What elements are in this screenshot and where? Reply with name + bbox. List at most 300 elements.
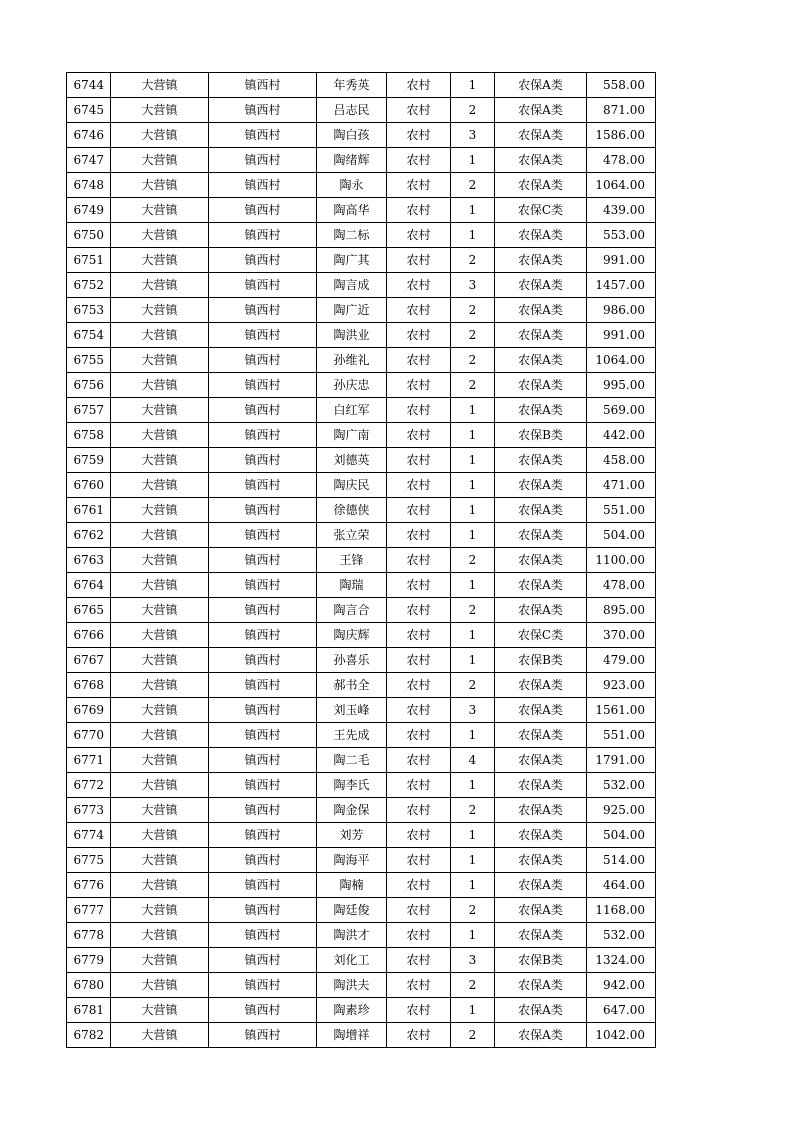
household-count-cell: 1: [451, 823, 495, 848]
record-id-cell: 6760: [67, 473, 111, 498]
village-cell: 镇西村: [209, 348, 317, 373]
amount-cell: 442.00: [587, 423, 656, 448]
amount-cell: 558.00: [587, 73, 656, 98]
record-id-cell: 6749: [67, 198, 111, 223]
record-id-cell: 6780: [67, 973, 111, 998]
category-cell: 农保C类: [495, 198, 587, 223]
name-cell: 陶洪才: [317, 923, 387, 948]
name-cell: 陶李氏: [317, 773, 387, 798]
household-count-cell: 2: [451, 598, 495, 623]
area-type-cell: 农村: [387, 273, 451, 298]
household-count-cell: 1: [451, 73, 495, 98]
town-cell: 大营镇: [111, 448, 209, 473]
town-cell: 大营镇: [111, 348, 209, 373]
area-type-cell: 农村: [387, 198, 451, 223]
table-row: [67, 798, 656, 823]
table-row: [67, 148, 656, 173]
category-cell: 农保A类: [495, 673, 587, 698]
amount-cell: 1791.00: [587, 748, 656, 773]
area-type-cell: 农村: [387, 948, 451, 973]
household-count-cell: 1: [451, 498, 495, 523]
town-cell: 大营镇: [111, 823, 209, 848]
category-cell: 农保B类: [495, 648, 587, 673]
area-type-cell: 农村: [387, 598, 451, 623]
record-id-cell: 6747: [67, 148, 111, 173]
category-cell: 农保A类: [495, 973, 587, 998]
household-count-cell: 1: [451, 423, 495, 448]
town-cell: 大营镇: [111, 473, 209, 498]
table-row: [67, 248, 656, 273]
record-id-cell: 6759: [67, 448, 111, 473]
area-type-cell: 农村: [387, 548, 451, 573]
table-row: [67, 898, 656, 923]
area-type-cell: 农村: [387, 73, 451, 98]
category-cell: 农保A类: [495, 723, 587, 748]
record-id-cell: 6782: [67, 1023, 111, 1048]
name-cell: 孙庆忠: [317, 373, 387, 398]
record-id-cell: 6766: [67, 623, 111, 648]
household-count-cell: 1: [451, 473, 495, 498]
village-cell: 镇西村: [209, 698, 317, 723]
table-row: [67, 473, 656, 498]
name-cell: 陶二毛: [317, 748, 387, 773]
household-count-cell: 1: [451, 873, 495, 898]
amount-cell: 479.00: [587, 648, 656, 673]
village-cell: 镇西村: [209, 898, 317, 923]
name-cell: 孙喜乐: [317, 648, 387, 673]
amount-cell: 1042.00: [587, 1023, 656, 1048]
area-type-cell: 农村: [387, 98, 451, 123]
household-count-cell: 1: [451, 773, 495, 798]
amount-cell: 478.00: [587, 573, 656, 598]
category-cell: 农保A类: [495, 98, 587, 123]
household-count-cell: 2: [451, 373, 495, 398]
village-cell: 镇西村: [209, 748, 317, 773]
village-cell: 镇西村: [209, 223, 317, 248]
record-id-cell: 6772: [67, 773, 111, 798]
amount-cell: 553.00: [587, 223, 656, 248]
category-cell: 农保A类: [495, 823, 587, 848]
amount-cell: 986.00: [587, 298, 656, 323]
record-id-cell: 6773: [67, 798, 111, 823]
category-cell: 农保A类: [495, 523, 587, 548]
town-cell: 大营镇: [111, 1023, 209, 1048]
amount-cell: 504.00: [587, 523, 656, 548]
area-type-cell: 农村: [387, 323, 451, 348]
town-cell: 大营镇: [111, 623, 209, 648]
category-cell: 农保A类: [495, 998, 587, 1023]
table-row: [67, 423, 656, 448]
village-cell: 镇西村: [209, 98, 317, 123]
amount-cell: 439.00: [587, 198, 656, 223]
category-cell: 农保A类: [495, 448, 587, 473]
area-type-cell: 农村: [387, 923, 451, 948]
table-row: [67, 1023, 656, 1048]
area-type-cell: 农村: [387, 573, 451, 598]
amount-cell: 923.00: [587, 673, 656, 698]
area-type-cell: 农村: [387, 248, 451, 273]
amount-cell: 551.00: [587, 723, 656, 748]
table-row: [67, 773, 656, 798]
table-row: [67, 698, 656, 723]
record-id-cell: 6757: [67, 398, 111, 423]
category-cell: 农保A类: [495, 348, 587, 373]
village-cell: 镇西村: [209, 548, 317, 573]
town-cell: 大营镇: [111, 198, 209, 223]
name-cell: 王锋: [317, 548, 387, 573]
amount-cell: 551.00: [587, 498, 656, 523]
name-cell: 陶素珍: [317, 998, 387, 1023]
record-id-cell: 6751: [67, 248, 111, 273]
town-cell: 大营镇: [111, 773, 209, 798]
household-count-cell: 1: [451, 448, 495, 473]
amount-cell: 532.00: [587, 773, 656, 798]
name-cell: 陶广其: [317, 248, 387, 273]
town-cell: 大营镇: [111, 373, 209, 398]
table-row: [67, 323, 656, 348]
village-cell: 镇西村: [209, 173, 317, 198]
household-count-cell: 2: [451, 548, 495, 573]
table-row: [67, 198, 656, 223]
category-cell: 农保A类: [495, 398, 587, 423]
name-cell: 年秀英: [317, 73, 387, 98]
table-row: [67, 823, 656, 848]
household-count-cell: 2: [451, 798, 495, 823]
area-type-cell: 农村: [387, 398, 451, 423]
record-id-cell: 6769: [67, 698, 111, 723]
town-cell: 大营镇: [111, 498, 209, 523]
town-cell: 大营镇: [111, 598, 209, 623]
table-row: [67, 598, 656, 623]
town-cell: 大营镇: [111, 873, 209, 898]
household-count-cell: 2: [451, 98, 495, 123]
record-id-cell: 6765: [67, 598, 111, 623]
household-count-cell: 2: [451, 348, 495, 373]
area-type-cell: 农村: [387, 423, 451, 448]
record-id-cell: 6774: [67, 823, 111, 848]
household-count-cell: 1: [451, 148, 495, 173]
household-count-cell: 1: [451, 923, 495, 948]
household-count-cell: 3: [451, 948, 495, 973]
amount-cell: 925.00: [587, 798, 656, 823]
table-row: [67, 548, 656, 573]
record-id-cell: 6748: [67, 173, 111, 198]
town-cell: 大营镇: [111, 848, 209, 873]
record-id-cell: 6750: [67, 223, 111, 248]
category-cell: 农保A类: [495, 273, 587, 298]
village-cell: 镇西村: [209, 923, 317, 948]
area-type-cell: 农村: [387, 673, 451, 698]
village-cell: 镇西村: [209, 123, 317, 148]
amount-cell: 1168.00: [587, 898, 656, 923]
household-count-cell: 1: [451, 648, 495, 673]
name-cell: 陶楠: [317, 873, 387, 898]
amount-cell: 471.00: [587, 473, 656, 498]
record-id-cell: 6778: [67, 923, 111, 948]
name-cell: 刘芳: [317, 823, 387, 848]
village-cell: 镇西村: [209, 198, 317, 223]
table-row: [67, 523, 656, 548]
category-cell: 农保A类: [495, 498, 587, 523]
name-cell: 陶白孩: [317, 123, 387, 148]
category-cell: 农保A类: [495, 573, 587, 598]
record-id-cell: 6779: [67, 948, 111, 973]
town-cell: 大营镇: [111, 698, 209, 723]
record-id-cell: 6755: [67, 348, 111, 373]
table-row: [67, 973, 656, 998]
table-row: [67, 573, 656, 598]
household-count-cell: 1: [451, 998, 495, 1023]
village-cell: 镇西村: [209, 398, 317, 423]
village-cell: 镇西村: [209, 823, 317, 848]
table-row: [67, 98, 656, 123]
village-cell: 镇西村: [209, 73, 317, 98]
area-type-cell: 农村: [387, 173, 451, 198]
town-cell: 大营镇: [111, 748, 209, 773]
amount-cell: 1561.00: [587, 698, 656, 723]
record-id-cell: 6767: [67, 648, 111, 673]
area-type-cell: 农村: [387, 998, 451, 1023]
table-row: [67, 173, 656, 198]
category-cell: 农保A类: [495, 923, 587, 948]
town-cell: 大营镇: [111, 223, 209, 248]
record-id-cell: 6746: [67, 123, 111, 148]
name-cell: 陶高华: [317, 198, 387, 223]
name-cell: 郝书全: [317, 673, 387, 698]
area-type-cell: 农村: [387, 223, 451, 248]
village-cell: 镇西村: [209, 773, 317, 798]
village-cell: 镇西村: [209, 423, 317, 448]
village-cell: 镇西村: [209, 373, 317, 398]
name-cell: 徐德侠: [317, 498, 387, 523]
table-row: [67, 623, 656, 648]
record-id-cell: 6775: [67, 848, 111, 873]
category-cell: 农保A类: [495, 473, 587, 498]
town-cell: 大营镇: [111, 398, 209, 423]
category-cell: 农保A类: [495, 1023, 587, 1048]
village-cell: 镇西村: [209, 623, 317, 648]
household-count-cell: 2: [451, 1023, 495, 1048]
household-count-cell: 1: [451, 223, 495, 248]
record-id-cell: 6754: [67, 323, 111, 348]
name-cell: 陶廷俊: [317, 898, 387, 923]
household-count-cell: 2: [451, 673, 495, 698]
category-cell: 农保A类: [495, 798, 587, 823]
record-id-cell: 6758: [67, 423, 111, 448]
category-cell: 农保A类: [495, 548, 587, 573]
household-count-cell: 1: [451, 198, 495, 223]
area-type-cell: 农村: [387, 973, 451, 998]
household-count-cell: 1: [451, 573, 495, 598]
village-cell: 镇西村: [209, 873, 317, 898]
village-cell: 镇西村: [209, 498, 317, 523]
household-count-cell: 2: [451, 973, 495, 998]
household-count-cell: 3: [451, 273, 495, 298]
name-cell: 陶言成: [317, 273, 387, 298]
area-type-cell: 农村: [387, 798, 451, 823]
table-row: [67, 273, 656, 298]
record-id-cell: 6753: [67, 298, 111, 323]
name-cell: 陶永: [317, 173, 387, 198]
area-type-cell: 农村: [387, 123, 451, 148]
town-cell: 大营镇: [111, 523, 209, 548]
category-cell: 农保A类: [495, 748, 587, 773]
area-type-cell: 农村: [387, 473, 451, 498]
town-cell: 大营镇: [111, 798, 209, 823]
name-cell: 陶广近: [317, 298, 387, 323]
category-cell: 农保A类: [495, 898, 587, 923]
category-cell: 农保C类: [495, 623, 587, 648]
town-cell: 大营镇: [111, 273, 209, 298]
record-id-cell: 6777: [67, 898, 111, 923]
area-type-cell: 农村: [387, 1023, 451, 1048]
town-cell: 大营镇: [111, 573, 209, 598]
category-cell: 农保A类: [495, 73, 587, 98]
household-count-cell: 1: [451, 523, 495, 548]
area-type-cell: 农村: [387, 748, 451, 773]
village-cell: 镇西村: [209, 1023, 317, 1048]
area-type-cell: 农村: [387, 848, 451, 873]
household-count-cell: 1: [451, 398, 495, 423]
amount-cell: 569.00: [587, 398, 656, 423]
name-cell: 陶洪夫: [317, 973, 387, 998]
town-cell: 大营镇: [111, 898, 209, 923]
name-cell: 陶海平: [317, 848, 387, 873]
town-cell: 大营镇: [111, 123, 209, 148]
village-cell: 镇西村: [209, 648, 317, 673]
amount-cell: 370.00: [587, 623, 656, 648]
name-cell: 陶金保: [317, 798, 387, 823]
town-cell: 大营镇: [111, 148, 209, 173]
area-type-cell: 农村: [387, 773, 451, 798]
amount-cell: 991.00: [587, 248, 656, 273]
category-cell: 农保A类: [495, 248, 587, 273]
area-type-cell: 农村: [387, 898, 451, 923]
record-id-cell: 6762: [67, 523, 111, 548]
area-type-cell: 农村: [387, 823, 451, 848]
name-cell: 陶庆民: [317, 473, 387, 498]
village-cell: 镇西村: [209, 273, 317, 298]
name-cell: 吕志民: [317, 98, 387, 123]
household-count-cell: 1: [451, 848, 495, 873]
amount-cell: 514.00: [587, 848, 656, 873]
name-cell: 陶言合: [317, 598, 387, 623]
area-type-cell: 农村: [387, 148, 451, 173]
area-type-cell: 农村: [387, 623, 451, 648]
table-row: [67, 723, 656, 748]
amount-cell: 895.00: [587, 598, 656, 623]
category-cell: 农保A类: [495, 773, 587, 798]
amount-cell: 478.00: [587, 148, 656, 173]
name-cell: 孙维礼: [317, 348, 387, 373]
name-cell: 陶二标: [317, 223, 387, 248]
household-count-cell: 3: [451, 698, 495, 723]
table-row: [67, 848, 656, 873]
village-cell: 镇西村: [209, 848, 317, 873]
town-cell: 大营镇: [111, 973, 209, 998]
table-row: [67, 948, 656, 973]
record-id-cell: 6744: [67, 73, 111, 98]
household-count-cell: 4: [451, 748, 495, 773]
category-cell: 农保A类: [495, 323, 587, 348]
record-id-cell: 6770: [67, 723, 111, 748]
town-cell: 大营镇: [111, 673, 209, 698]
table-row: [67, 998, 656, 1023]
household-count-cell: 2: [451, 298, 495, 323]
table-row: [67, 923, 656, 948]
village-cell: 镇西村: [209, 973, 317, 998]
table-row: [67, 498, 656, 523]
area-type-cell: 农村: [387, 298, 451, 323]
name-cell: 刘玉峰: [317, 698, 387, 723]
record-id-cell: 6752: [67, 273, 111, 298]
table-row: [67, 73, 656, 98]
category-cell: 农保B类: [495, 948, 587, 973]
category-cell: 农保A类: [495, 173, 587, 198]
town-cell: 大营镇: [111, 923, 209, 948]
record-id-cell: 6756: [67, 373, 111, 398]
household-count-cell: 2: [451, 173, 495, 198]
category-cell: 农保A类: [495, 298, 587, 323]
village-cell: 镇西村: [209, 948, 317, 973]
category-cell: 农保A类: [495, 598, 587, 623]
amount-cell: 1457.00: [587, 273, 656, 298]
record-id-cell: 6763: [67, 548, 111, 573]
category-cell: 农保A类: [495, 148, 587, 173]
amount-cell: 1064.00: [587, 348, 656, 373]
village-cell: 镇西村: [209, 998, 317, 1023]
town-cell: 大营镇: [111, 98, 209, 123]
record-id-cell: 6781: [67, 998, 111, 1023]
village-cell: 镇西村: [209, 598, 317, 623]
category-cell: 农保B类: [495, 423, 587, 448]
record-id-cell: 6764: [67, 573, 111, 598]
category-cell: 农保A类: [495, 848, 587, 873]
name-cell: 王先成: [317, 723, 387, 748]
name-cell: 陶增祥: [317, 1023, 387, 1048]
name-cell: 刘德英: [317, 448, 387, 473]
town-cell: 大营镇: [111, 648, 209, 673]
village-cell: 镇西村: [209, 248, 317, 273]
amount-cell: 464.00: [587, 873, 656, 898]
village-cell: 镇西村: [209, 323, 317, 348]
table-row: [67, 373, 656, 398]
village-cell: 镇西村: [209, 673, 317, 698]
town-cell: 大营镇: [111, 723, 209, 748]
household-count-cell: 1: [451, 723, 495, 748]
amount-cell: 871.00: [587, 98, 656, 123]
name-cell: 白红军: [317, 398, 387, 423]
village-cell: 镇西村: [209, 523, 317, 548]
town-cell: 大营镇: [111, 298, 209, 323]
record-id-cell: 6776: [67, 873, 111, 898]
area-type-cell: 农村: [387, 373, 451, 398]
village-cell: 镇西村: [209, 148, 317, 173]
category-cell: 农保A类: [495, 123, 587, 148]
area-type-cell: 农村: [387, 498, 451, 523]
record-id-cell: 6771: [67, 748, 111, 773]
amount-cell: 647.00: [587, 998, 656, 1023]
town-cell: 大营镇: [111, 548, 209, 573]
table-body: [67, 73, 656, 1048]
town-cell: 大营镇: [111, 998, 209, 1023]
amount-cell: 458.00: [587, 448, 656, 473]
town-cell: 大营镇: [111, 173, 209, 198]
amount-cell: 1100.00: [587, 548, 656, 573]
area-type-cell: 农村: [387, 873, 451, 898]
name-cell: 刘化工: [317, 948, 387, 973]
table-row: [67, 223, 656, 248]
